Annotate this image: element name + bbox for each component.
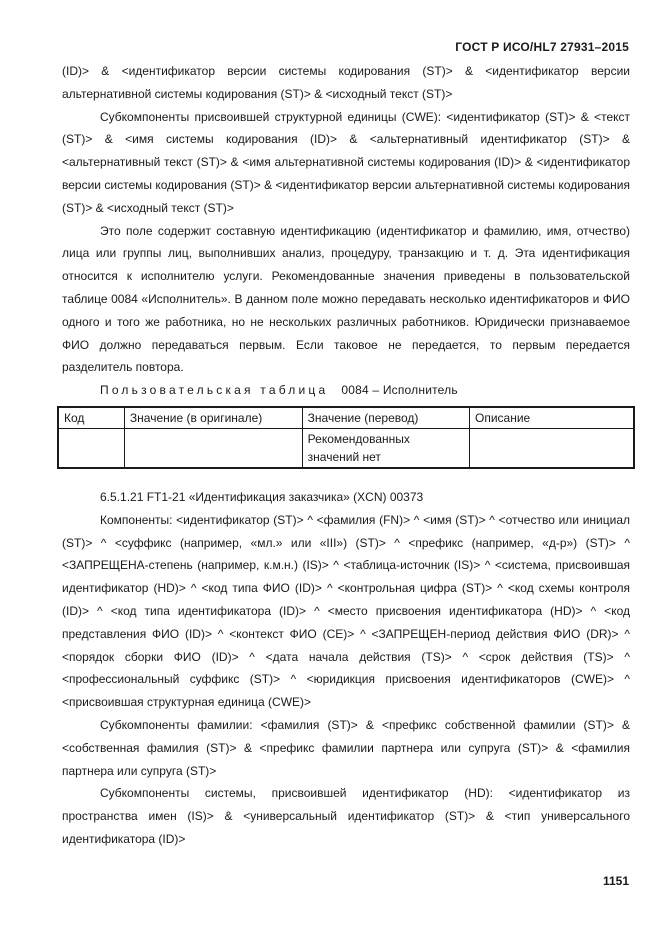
page-number: 1151 — [602, 874, 629, 888]
paragraph: Субкомпоненты системы, присвоившей идентификатор (HD): <идентификатор из пространства имен (IS)> & <универсальный идентификатор (ST)> & <тип универсального идентификатора (ID)> — [62, 786, 630, 846]
table-caption — [62, 379, 630, 402]
paragraph: Субкомпоненты присвоившей структурной единицы (CWE): <идентификатор (ST)> & <текст (ST)> & <имя системы кодирования (ID)> & <альтернативный идентификатор (ST)> & <альтернативный текст (ST)> & <имя альтернативной системы кодирования (ID)> & <идентификатор версии системы кодирования (ST)> & <идентификатор версии альтернативной системы кодирования (ST)> & <исходный текст (ST)> — [62, 109, 630, 215]
table-caption-spaced: Пользовательская таблица — [100, 383, 329, 398]
table-header-row — [58, 407, 634, 429]
table-cell: Рекомендованных значений нет — [302, 429, 469, 469]
table-header-cell: Описание — [469, 407, 634, 429]
running-header: ГОСТ Р ИСО/HL7 27931–2015 — [455, 40, 629, 54]
table-header-cell: Код — [58, 407, 124, 429]
paragraph: Компоненты: <идентификатор (ST)> ^ <фамилия (FN)> ^ <имя (ST)> ^ <отчество или инициал (ST)> ^ <суффикс (например, «мл.» или «III») (ST)> ^ <префикс (например, «д-р») (ST)> ^ <ЗАПРЕЩЕНА-степень (например, к.м.н.) (IS)> ^ <таблица-источник (IS)> ^ <система, присвоившая идентификатор (HD)> ^ <код типа ФИО (ID)> ^ <контрольная цифра (ST)> ^ <код схемы контроля (ID)> ^ <код типа идентификатора (ID)> ^ <место присвоения идентификатора (HD)> ^ <код представления ФИО (ID)> ^ <контекст ФИО (CE)> ^ <ЗАПРЕЩЕН-период действия ФИО (DR)> ^ <порядок сборки ФИО (ID)> ^ <дата начала действия (TS)> ^ <срок действия (TS)> ^ <профессиональный суффикс (ST)> ^ <юридикция присвоения идентификаторов (CWE)> ^ <присвоившая структурная единица (CWE)> — [62, 512, 630, 710]
bottom-text-block — [62, 486, 630, 851]
paragraph: (ID)> & <идентификатор версии системы кодирования (ST)> & <идентификатор версии альтернативной системы кодирования (ST)> & <исходный текст (ST)> — [62, 64, 630, 101]
top-text-block — [62, 60, 630, 402]
table-header-cell: Значение (перевод) — [302, 407, 469, 429]
user-table-0084 — [57, 406, 635, 469]
table-cell — [58, 429, 124, 469]
paragraph: Субкомпоненты фамилии: <фамилия (ST)> & <префикс собственной фамилии (ST)> & <собственная фамилия (ST)> & <префикс фамилии партнера или супруга (ST)> & <фамилия партнера или супруга (ST)> — [62, 717, 630, 778]
section-title: 6.5.1.21 FT1-21 «Идентификация заказчика» (XCN) 00373 — [100, 490, 424, 504]
table-row — [58, 429, 634, 469]
table-header-cell: Значение (в оригинале) — [124, 407, 302, 429]
paragraph: Это поле содержит составную идентификацию (идентификатор и фамилию, имя, отчество) лица или группы лиц, выполнивших анализ, процедуру, транзакцию и т. д. Эта идентификация относится к исполнителю услуги. Рекомендованные значения приведены в пользовательской таблице 0084 «Исполнитель». В данном поле можно передавать несколько идентификаторов и ФИО одного и того же работника, но не нескольких различных работников. Юридически признаваемое ФИО должно передаваться первым. Если таковое не передается, то первым передается разделитель повтора. — [62, 223, 630, 375]
table-cell — [124, 429, 302, 469]
table-cell — [469, 429, 634, 469]
table-caption-rest: 0084 – Исполнитель — [341, 383, 458, 398]
